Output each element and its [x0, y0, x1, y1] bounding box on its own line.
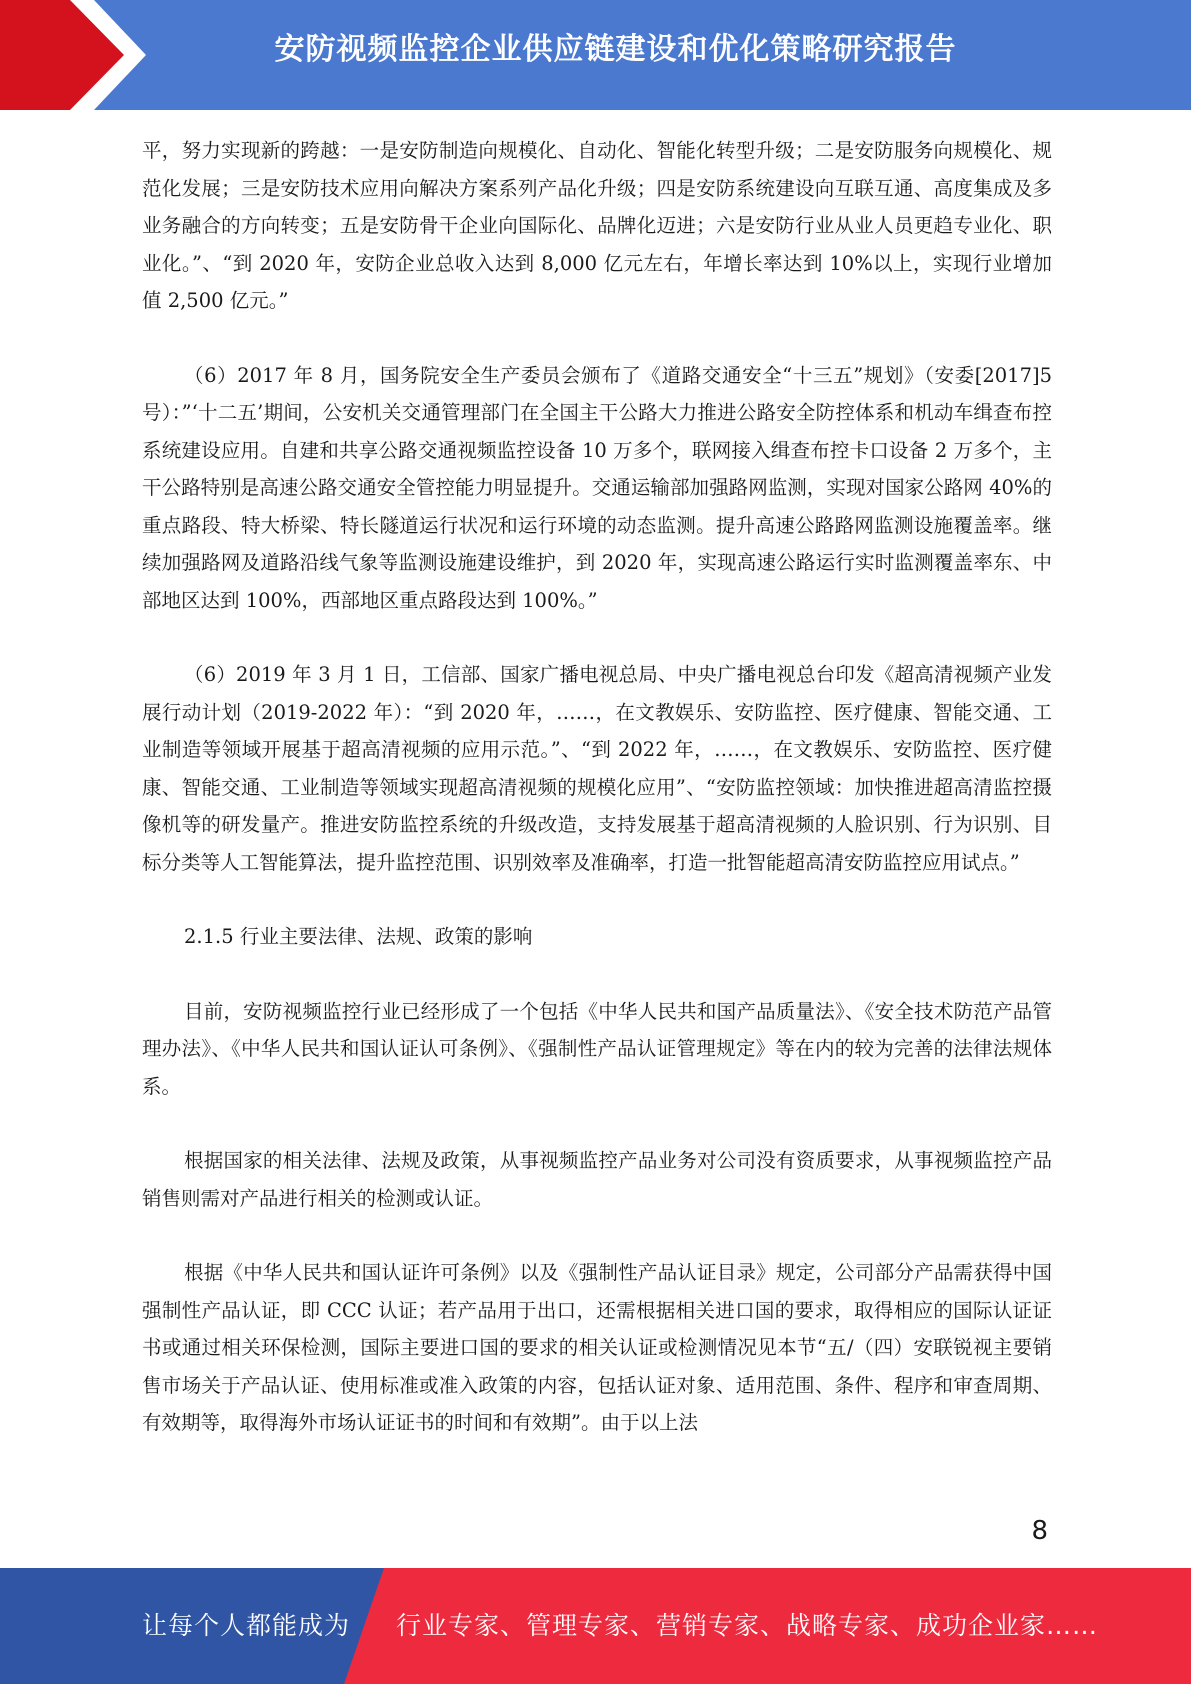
paragraph-legal-framework: 目前，安防视频监控行业已经形成了一个包括《中华人民共和国产品质量法》、《安全技术防范产品管理办法》、《中华人民共和国认证认可条例》、《强制性产品认证管理规定》等在内的较为完善的法律法规体系。: [142, 999, 1052, 1098]
header-title: 安防视频监控企业供应链建设和优化策略研究报告: [274, 32, 957, 67]
paragraph-qualification: 根据国家的相关法律、法规及政策，从事视频监控产品业务对公司没有资质要求，从事视频监控产品销售则需对产品进行相关的检测或认证。: [142, 1149, 1052, 1210]
page-number: 8: [1031, 1516, 1048, 1546]
paragraph-continuation: 平，努力实现新的跨越：一是安防制造向规模化、自动化、智能化转型升级；二是安防服务向规模化、规范化发展；三是安防技术应用向解决方案系列产品化升级；四是安防系统建设向互联互通、高度集成及多业务融合的方向转变；五是安防骨干企业向国际化、品牌化迈进；六是安防行业从业人员更趋专业化、职业化。”、“到 2020 年，安防企业总收入达到 8,000 亿元左右，年增长率达到 10%以上，实现行业增加值 2,500 亿元。”: [142, 139, 1052, 312]
header-chevron-icon: [0, 0, 160, 110]
paragraph-ccc-certification: 根据《中华人民共和国认证许可条例》以及《强制性产品认证目录》规定，公司部分产品需获得中国强制性产品认证，即 CCC 认证；若产品用于出口，还需根据相关进口国的要求，取得相应的国际认证证书或通过相关环保检测，国际主要进口国的要求的相关认证或检测情况见本节“五/（四）安联锐视主要销售市场关于产品认证、使用标准或准入政策的内容，包括认证对象、适用范围、条件、程序和审查周期、有效期等，取得海外市场认证证书的时间和有效期”。由于以上法: [142, 1261, 1052, 1434]
footer-slogan-left: 让每个人都能成为: [142, 1611, 351, 1640]
paragraph-uhd-video-plan: （6）2019 年 3 月 1 日，工信部、国家广播电视总局、中央广播电视总台印发《超高清视频产业发展行动计划（2019-2022 年）：“到 2020 年，……，在文教娱乐、安防监控、医疗健康、智能交通、工业制造等领域开展基于超高清视频的应用示范。”、“到 2022 年，……，在文教娱乐、安防监控、医疗健康、智能交通、工业制造等领域实现超高清视频的规模化应用”、“安防监控领域：加快推进超高清监控摄像机等的研发量产。推进安防监控系统的升级改造，支持发展基于超高清视频的人脸识别、行为识别、目标分类等人工智能算法，提升监控范围、识别效率及准确率，打造一批智能超高清安防监控应用试点。”: [142, 663, 1052, 874]
paragraph-road-safety-plan: （6）2017 年 8 月，国务院安全生产委员会颁布了《道路交通安全“十三五”规划》（安委[2017]5 号）：”‘十二五’期间，公安机关交通管理部门在全国主干公路大力推进公路安全防控体系和机动车缉查布控系统建设应用。自建和共享公路交通视频监控设备 10 万多个，联网接入缉查布控卡口设备 2 万多个，主干公路特别是高速公路交通安全管控能力明显提升。交通运输部加强路网监测，实现对国家公路网 40%的重点路段、特大桥梁、特长隧道运行状况和运行环境的动态监测。提升高速公路路网监测设施覆盖率。继续加强路网及道路沿线气象等监测设施建设维护，到 2020 年，实现高速公路运行实时监测覆盖率东、中部地区达到 100%，西部地区重点路段达到 100%。”: [142, 363, 1052, 612]
section-heading: 2.1.5 行业主要法律、法规、政策的影响: [184, 925, 533, 948]
page-footer: [0, 1568, 1191, 1684]
document-body: [142, 132, 1052, 1479]
page-header: [0, 0, 1191, 110]
footer-slogan-right: 行业专家、管理专家、营销专家、战略专家、成功企业家……: [396, 1611, 1099, 1640]
